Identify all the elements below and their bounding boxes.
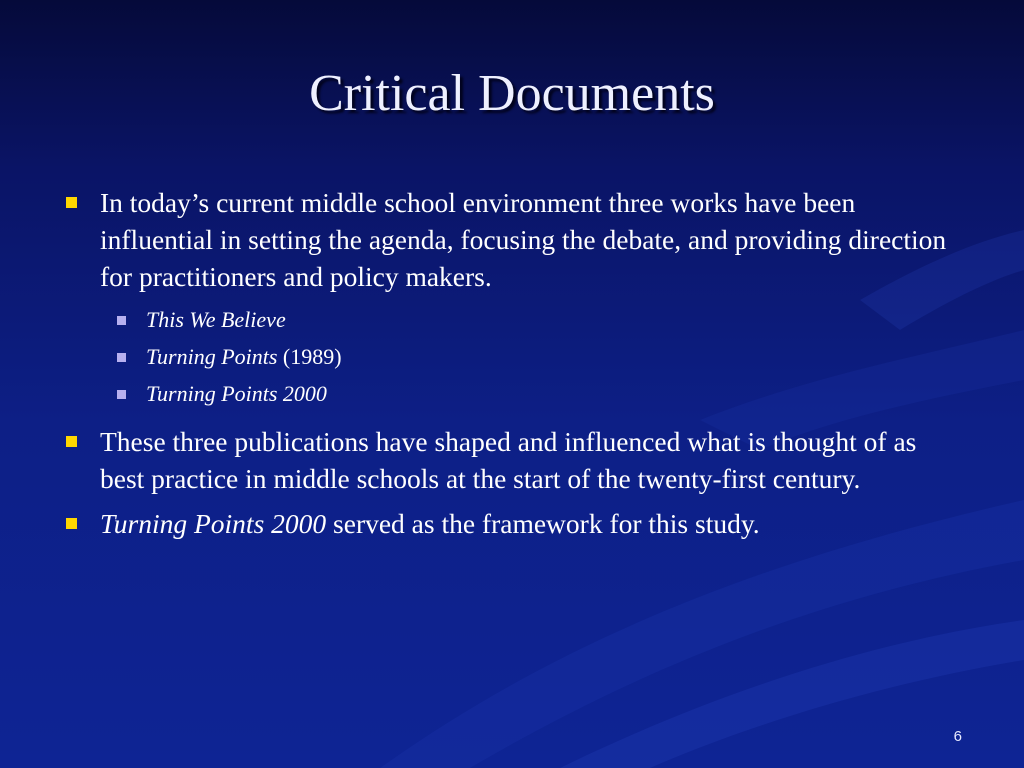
sub-bullet-plain-text: (1989) bbox=[277, 344, 342, 369]
square-sub-bullet-icon bbox=[117, 316, 126, 325]
sub-bullet-italic-text: This We Believe bbox=[146, 307, 286, 332]
square-bullet-icon bbox=[66, 197, 77, 208]
bullet-plain-text: served as the framework for this study. bbox=[326, 508, 760, 539]
slide-title: Critical Documents bbox=[309, 65, 715, 122]
square-sub-bullet-icon bbox=[117, 353, 126, 362]
sub-bullet-italic-text: Turning Points 2000 bbox=[146, 381, 327, 406]
sub-bullet-italic-text: Turning Points bbox=[146, 344, 278, 369]
square-bullet-icon bbox=[66, 518, 77, 529]
bullet-item bbox=[62, 505, 962, 542]
page-number: 6 bbox=[953, 728, 962, 745]
square-bullet-icon bbox=[66, 436, 77, 447]
sub-bullet-item bbox=[62, 379, 962, 409]
sub-bullet-list bbox=[62, 305, 962, 409]
sub-bullet-item bbox=[62, 305, 962, 335]
bullet-text: In today’s current middle school environment three works have been influential in setting the agenda, focusing the debate, and providing direction for practitioners and policy makers. bbox=[100, 187, 947, 292]
bullet-item bbox=[62, 423, 962, 497]
sub-bullet-item bbox=[62, 342, 962, 372]
bullet-italic-text: Turning Points 2000 bbox=[100, 508, 327, 539]
bullet-text: These three publications have shaped and influenced what is thought of as best practice in middle schools at the start of the twenty-first century. bbox=[100, 426, 917, 494]
slide-body bbox=[62, 184, 962, 550]
bullet-item bbox=[62, 184, 962, 295]
square-sub-bullet-icon bbox=[117, 390, 126, 399]
